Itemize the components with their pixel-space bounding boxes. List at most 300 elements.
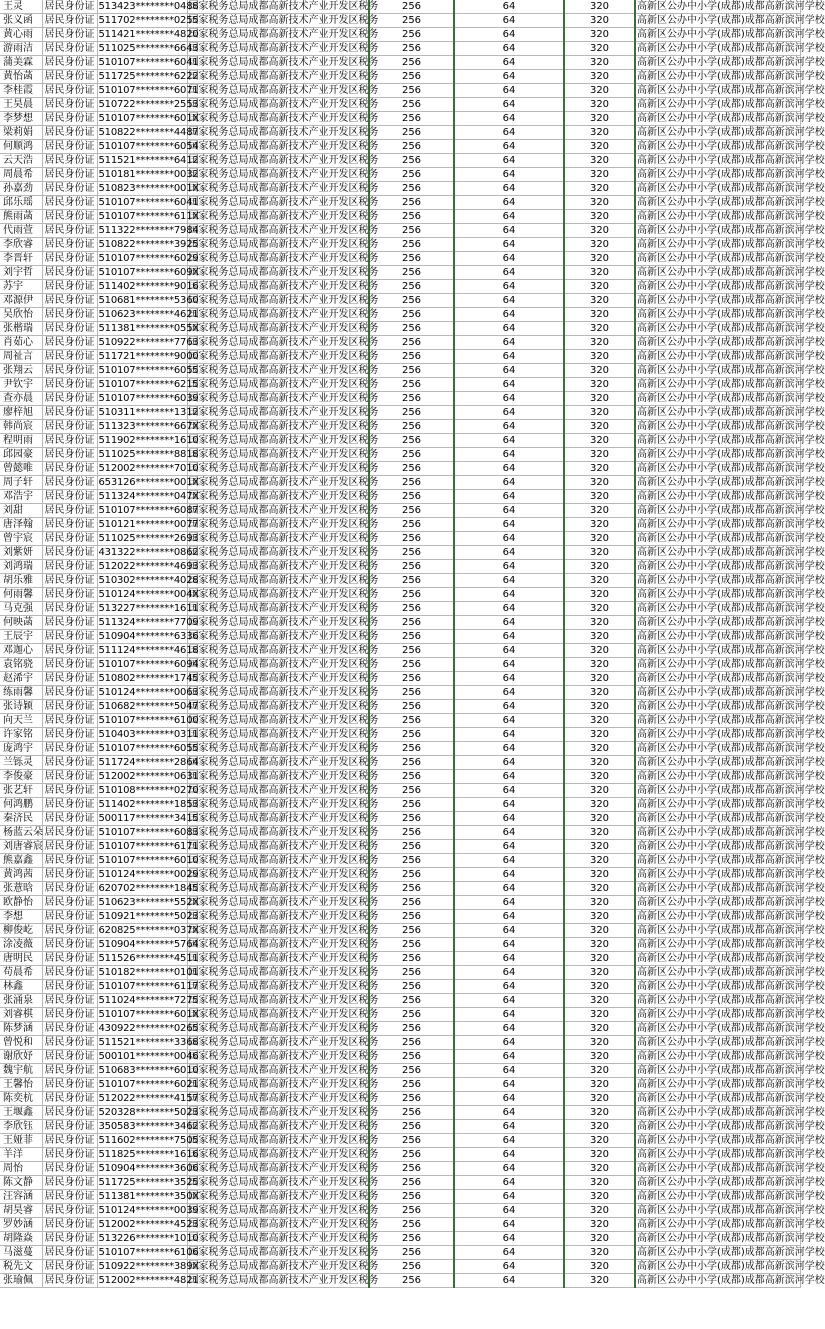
school-cell[interactable]: 高新区公办中小学(成都)成都高新滨河学校 (637, 659, 825, 670)
table-row[interactable] (0, 560, 800, 574)
school-cell[interactable]: 高新区公办中小学(成都)成都高新滨河学校 (637, 379, 825, 390)
table-row[interactable] (0, 1036, 800, 1050)
school-cell[interactable]: 高新区公办中小学(成都)成都高新滨河学校 (637, 631, 825, 642)
tax-authority-cell[interactable]: 国家税务总局成都高新技术产业开发区税务 (188, 855, 379, 866)
amount-c-cell[interactable]: 320 (564, 14, 635, 28)
name-cell[interactable]: 陈文静 (0, 1176, 42, 1190)
tax-authority-cell[interactable]: 国家税务总局成都高新技术产业开发区税务 (188, 1135, 379, 1146)
id-type-cell[interactable]: 居民身份证 (42, 0, 97, 14)
id-number-cell[interactable]: 500117********3415 (98, 813, 199, 824)
id-number-cell[interactable]: 511402********9016 (98, 281, 199, 292)
school-cell[interactable]: 高新区公办中小学(成都)成都高新滨河学校 (637, 995, 825, 1006)
amount-c-cell[interactable]: 320 (564, 924, 635, 938)
school-cell[interactable]: 高新区公办中小学(成都)成都高新滨河学校 (637, 1149, 825, 1160)
amount-c-cell[interactable]: 320 (564, 154, 635, 168)
amount-b-cell[interactable]: 64 (454, 210, 564, 224)
school-cell[interactable]: 高新区公办中小学(成都)成都高新滨河学校 (637, 29, 825, 40)
amount-b-cell[interactable]: 64 (454, 154, 564, 168)
amount-c-cell[interactable]: 320 (564, 784, 635, 798)
amount-b-cell[interactable]: 64 (454, 392, 564, 406)
amount-b-cell[interactable]: 64 (454, 952, 564, 966)
amount-c-cell[interactable]: 320 (564, 532, 635, 546)
id-number-cell[interactable]: 510107********6094 (98, 659, 199, 670)
amount-b-cell[interactable]: 64 (454, 1260, 564, 1274)
tax-authority-cell[interactable]: 国家税务总局成都高新技术产业开发区税务 (188, 1079, 379, 1090)
name-cell[interactable]: 刘鸿瑞 (0, 560, 42, 574)
name-cell[interactable]: 代雨萱 (0, 224, 42, 238)
id-type-cell[interactable]: 居民身份证 (42, 1162, 97, 1176)
amount-c-cell[interactable]: 320 (564, 616, 635, 630)
amount-b-cell[interactable]: 64 (454, 1120, 564, 1134)
name-cell[interactable]: 杨蓝云朵 (0, 826, 42, 840)
amount-b-cell[interactable]: 64 (454, 238, 564, 252)
table-row[interactable] (0, 196, 800, 210)
id-type-cell[interactable]: 居民身份证 (42, 182, 97, 196)
school-cell[interactable]: 高新区公办中小学(成都)成都高新滨河学校 (637, 757, 825, 768)
id-number-cell[interactable]: 513423********0488 (98, 1, 199, 12)
amount-b-cell[interactable]: 64 (454, 994, 564, 1008)
id-type-cell[interactable]: 居民身份证 (42, 1120, 97, 1134)
id-number-cell[interactable]: 511702********0255 (98, 15, 199, 26)
id-type-cell[interactable]: 居民身份证 (42, 154, 97, 168)
amount-a-cell[interactable]: 256 (369, 854, 454, 868)
table-row[interactable] (0, 574, 800, 588)
tax-authority-cell[interactable]: 国家税务总局成都高新技术产业开发区税务 (188, 169, 379, 180)
amount-a-cell[interactable]: 256 (369, 616, 454, 630)
name-cell[interactable]: 唐明民 (0, 952, 42, 966)
tax-authority-cell[interactable]: 国家税务总局成都高新技术产业开发区税务 (188, 351, 379, 362)
amount-c-cell[interactable]: 320 (564, 714, 635, 728)
amount-a-cell[interactable]: 256 (369, 532, 454, 546)
table-row[interactable] (0, 938, 800, 952)
school-cell[interactable]: 高新区公办中小学(成都)成都高新滨河学校 (637, 547, 825, 558)
table-row[interactable] (0, 1092, 800, 1106)
tax-authority-cell[interactable]: 国家税务总局成都高新技术产业开发区税务 (188, 435, 379, 446)
id-number-cell[interactable]: 511124********4618 (98, 645, 199, 656)
table-row[interactable] (0, 658, 800, 672)
name-cell[interactable]: 刘睿棋 (0, 1008, 42, 1022)
id-number-cell[interactable]: 510823********001X (98, 183, 200, 194)
amount-b-cell[interactable]: 64 (454, 980, 564, 994)
amount-c-cell[interactable]: 320 (564, 224, 635, 238)
amount-b-cell[interactable]: 64 (454, 462, 564, 476)
table-row[interactable] (0, 994, 800, 1008)
tax-authority-cell[interactable]: 国家税务总局成都高新技术产业开发区税务 (188, 575, 379, 586)
amount-c-cell[interactable]: 320 (564, 238, 635, 252)
amount-c-cell[interactable]: 320 (564, 574, 635, 588)
name-cell[interactable]: 吴欣怡 (0, 308, 42, 322)
amount-c-cell[interactable]: 320 (564, 406, 635, 420)
id-number-cell[interactable]: 510822********4487 (98, 127, 199, 138)
amount-c-cell[interactable]: 320 (564, 644, 635, 658)
table-row[interactable] (0, 602, 800, 616)
amount-b-cell[interactable]: 64 (454, 266, 564, 280)
name-cell[interactable]: 梁莉娟 (0, 126, 42, 140)
school-cell[interactable]: 高新区公办中小学(成都)成都高新滨河学校 (637, 141, 825, 152)
school-cell[interactable]: 高新区公办中小学(成都)成都高新滨河学校 (637, 393, 825, 404)
amount-a-cell[interactable]: 256 (369, 1092, 454, 1106)
table-row[interactable] (0, 14, 800, 28)
id-type-cell[interactable]: 居民身份证 (42, 448, 97, 462)
amount-c-cell[interactable]: 320 (564, 1036, 635, 1050)
name-cell[interactable]: 马克强 (0, 602, 42, 616)
school-cell[interactable]: 高新区公办中小学(成都)成都高新滨河学校 (637, 1121, 825, 1132)
amount-a-cell[interactable]: 256 (369, 420, 454, 434)
id-type-cell[interactable]: 居民身份证 (42, 966, 97, 980)
id-type-cell[interactable]: 居民身份证 (42, 714, 97, 728)
id-number-cell[interactable]: 510107********6071 (98, 85, 199, 96)
amount-b-cell[interactable]: 64 (454, 504, 564, 518)
name-cell[interactable]: 黄鸿茜 (0, 868, 42, 882)
amount-c-cell[interactable]: 320 (564, 42, 635, 56)
id-number-cell[interactable]: 511521********6412 (98, 155, 199, 166)
id-number-cell[interactable]: 520328********5023 (98, 1107, 199, 1118)
amount-b-cell[interactable]: 64 (454, 630, 564, 644)
amount-b-cell[interactable]: 64 (454, 700, 564, 714)
name-cell[interactable]: 李想 (0, 910, 42, 924)
amount-c-cell[interactable]: 320 (564, 658, 635, 672)
amount-a-cell[interactable]: 256 (369, 1078, 454, 1092)
name-cell[interactable]: 向天兰 (0, 714, 42, 728)
id-number-cell[interactable]: 350583********3462 (98, 1121, 199, 1132)
name-cell[interactable]: 王昊晨 (0, 98, 42, 112)
tax-authority-cell[interactable]: 国家税务总局成都高新技术产业开发区税务 (188, 393, 379, 404)
amount-b-cell[interactable]: 64 (454, 14, 564, 28)
amount-c-cell[interactable]: 320 (564, 1092, 635, 1106)
school-cell[interactable]: 高新区公办中小学(成都)成都高新滨河学校 (637, 253, 825, 264)
amount-a-cell[interactable]: 256 (369, 1274, 454, 1288)
name-cell[interactable]: 曾悦和 (0, 1036, 42, 1050)
id-number-cell[interactable]: 510182********0101 (98, 967, 199, 978)
name-cell[interactable]: 周子轩 (0, 476, 42, 490)
tax-authority-cell[interactable]: 国家税务总局成都高新技术产业开发区税务 (188, 771, 379, 782)
id-number-cell[interactable]: 510302********4028 (98, 575, 199, 586)
amount-a-cell[interactable]: 256 (369, 1176, 454, 1190)
table-row[interactable] (0, 1120, 800, 1134)
table-row[interactable] (0, 756, 800, 770)
amount-c-cell[interactable]: 320 (564, 868, 635, 882)
amount-c-cell[interactable]: 320 (564, 1120, 635, 1134)
amount-b-cell[interactable]: 64 (454, 896, 564, 910)
tax-authority-cell[interactable]: 国家税务总局成都高新技术产业开发区税务 (188, 225, 379, 236)
table-row[interactable] (0, 896, 800, 910)
school-cell[interactable]: 高新区公办中小学(成都)成都高新滨河学校 (637, 799, 825, 810)
id-number-cell[interactable]: 511724********2864 (98, 757, 199, 768)
amount-b-cell[interactable]: 64 (454, 378, 564, 392)
tax-authority-cell[interactable]: 国家税务总局成都高新技术产业开发区税务 (188, 1023, 379, 1034)
name-cell[interactable]: 周祉言 (0, 350, 42, 364)
school-cell[interactable]: 高新区公办中小学(成都)成都高新滨河学校 (637, 603, 825, 614)
amount-a-cell[interactable]: 256 (369, 1190, 454, 1204)
table-row[interactable] (0, 770, 800, 784)
name-cell[interactable]: 兰铄灵 (0, 756, 42, 770)
amount-c-cell[interactable]: 320 (564, 364, 635, 378)
id-type-cell[interactable]: 居民身份证 (42, 1204, 97, 1218)
amount-a-cell[interactable]: 256 (369, 700, 454, 714)
table-row[interactable] (0, 644, 800, 658)
id-number-cell[interactable]: 510822********3925 (98, 239, 199, 250)
id-type-cell[interactable]: 居民身份证 (42, 896, 97, 910)
amount-c-cell[interactable]: 320 (564, 980, 635, 994)
name-cell[interactable]: 陈奕杭 (0, 1092, 42, 1106)
id-number-cell[interactable]: 511323********667X (98, 421, 200, 432)
school-cell[interactable]: 高新区公办中小学(成都)成都高新滨河学校 (637, 1233, 825, 1244)
amount-b-cell[interactable]: 64 (454, 490, 564, 504)
name-cell[interactable]: 何顺鸿 (0, 140, 42, 154)
id-number-cell[interactable]: 511324********7709 (98, 617, 199, 628)
school-cell[interactable]: 高新区公办中小学(成都)成都高新滨河学校 (637, 1205, 825, 1216)
amount-a-cell[interactable]: 256 (369, 728, 454, 742)
amount-c-cell[interactable]: 320 (564, 392, 635, 406)
name-cell[interactable]: 张瑜佩 (0, 1274, 42, 1288)
name-cell[interactable]: 刘甜 (0, 504, 42, 518)
school-cell[interactable]: 高新区公办中小学(成都)成都高新滨河学校 (637, 435, 825, 446)
tax-authority-cell[interactable]: 国家税务总局成都高新技术产业开发区税务 (188, 407, 379, 418)
name-cell[interactable]: 邓浩宇 (0, 490, 42, 504)
id-number-cell[interactable]: 511526********4511 (98, 953, 199, 964)
amount-c-cell[interactable]: 320 (564, 280, 635, 294)
id-number-cell[interactable]: 510107********6041 (98, 57, 199, 68)
tax-authority-cell[interactable]: 国家税务总局成都高新技术产业开发区税务 (188, 1163, 379, 1174)
id-number-cell[interactable]: 510107********601X (98, 113, 200, 124)
tax-authority-cell[interactable]: 国家税务总局成都高新技术产业开发区税务 (188, 43, 379, 54)
amount-b-cell[interactable]: 64 (454, 126, 564, 140)
id-number-cell[interactable]: 510107********6010 (98, 855, 199, 866)
amount-a-cell[interactable]: 256 (369, 378, 454, 392)
name-cell[interactable]: 王娅菲 (0, 1134, 42, 1148)
amount-a-cell[interactable]: 256 (369, 1260, 454, 1274)
table-row[interactable] (0, 392, 800, 406)
table-row[interactable] (0, 98, 800, 112)
table-row[interactable] (0, 1106, 800, 1120)
id-type-cell[interactable]: 居民身份证 (42, 1106, 97, 1120)
tax-authority-cell[interactable]: 国家税务总局成都高新技术产业开发区税务 (188, 1177, 379, 1188)
name-cell[interactable]: 练雨馨 (0, 686, 42, 700)
amount-b-cell[interactable]: 64 (454, 252, 564, 266)
school-cell[interactable]: 高新区公办中小学(成都)成都高新滨河学校 (637, 785, 825, 796)
tax-authority-cell[interactable]: 国家税务总局成都高新技术产业开发区税务 (188, 1233, 379, 1244)
amount-a-cell[interactable]: 256 (369, 56, 454, 70)
table-row[interactable] (0, 1246, 800, 1260)
amount-a-cell[interactable]: 256 (369, 336, 454, 350)
amount-a-cell[interactable]: 256 (369, 406, 454, 420)
amount-b-cell[interactable]: 64 (454, 434, 564, 448)
tax-authority-cell[interactable]: 国家税务总局成都高新技术产业开发区税务 (188, 729, 379, 740)
table-row[interactable] (0, 224, 800, 238)
tax-authority-cell[interactable]: 国家税务总局成都高新技术产业开发区税务 (188, 1037, 379, 1048)
school-cell[interactable]: 高新区公办中小学(成都)成都高新滨河学校 (637, 309, 825, 320)
table-row[interactable] (0, 854, 800, 868)
id-number-cell[interactable]: 510921********5023 (98, 911, 199, 922)
tax-authority-cell[interactable]: 国家税务总局成都高新技术产业开发区税务 (188, 827, 379, 838)
amount-c-cell[interactable]: 320 (564, 1176, 635, 1190)
amount-c-cell[interactable]: 320 (564, 966, 635, 980)
school-cell[interactable]: 高新区公办中小学(成都)成都高新滨河学校 (637, 953, 825, 964)
amount-c-cell[interactable]: 320 (564, 602, 635, 616)
tax-authority-cell[interactable]: 国家税务总局成都高新技术产业开发区税务 (188, 799, 379, 810)
amount-a-cell[interactable]: 256 (369, 168, 454, 182)
name-cell[interactable]: 何鸿鹏 (0, 798, 42, 812)
amount-a-cell[interactable]: 256 (369, 798, 454, 812)
id-number-cell[interactable]: 510802********1745 (98, 673, 199, 684)
amount-b-cell[interactable]: 64 (454, 1190, 564, 1204)
amount-a-cell[interactable]: 256 (369, 140, 454, 154)
tax-authority-cell[interactable]: 国家税务总局成都高新技术产业开发区税务 (188, 99, 379, 110)
amount-a-cell[interactable]: 256 (369, 742, 454, 756)
amount-a-cell[interactable]: 256 (369, 952, 454, 966)
name-cell[interactable]: 柳俊屹 (0, 924, 42, 938)
name-cell[interactable]: 游雨洁 (0, 42, 42, 56)
tax-authority-cell[interactable]: 国家税务总局成都高新技术产业开发区税务 (188, 995, 379, 1006)
amount-b-cell[interactable]: 64 (454, 1050, 564, 1064)
school-cell[interactable]: 高新区公办中小学(成都)成都高新滨河学校 (637, 617, 825, 628)
school-cell[interactable]: 高新区公办中小学(成都)成都高新滨河学校 (637, 99, 825, 110)
table-row[interactable] (0, 924, 800, 938)
table-row[interactable] (0, 1218, 800, 1232)
amount-c-cell[interactable]: 320 (564, 490, 635, 504)
table-row[interactable] (0, 826, 800, 840)
table-row[interactable] (0, 868, 800, 882)
school-cell[interactable]: 高新区公办中小学(成都)成都高新滨河学校 (637, 85, 825, 96)
name-cell[interactable]: 李俊豪 (0, 770, 42, 784)
id-type-cell[interactable]: 居民身份证 (42, 700, 97, 714)
tax-authority-cell[interactable]: 国家税务总局成都高新技术产业开发区税务 (188, 1247, 379, 1258)
name-cell[interactable]: 廖梓旭 (0, 406, 42, 420)
amount-c-cell[interactable]: 320 (564, 70, 635, 84)
amount-c-cell[interactable]: 320 (564, 840, 635, 854)
amount-b-cell[interactable]: 64 (454, 546, 564, 560)
id-number-cell[interactable]: 510107********6100 (98, 715, 199, 726)
amount-a-cell[interactable]: 256 (369, 364, 454, 378)
table-row[interactable] (0, 476, 800, 490)
amount-a-cell[interactable]: 256 (369, 14, 454, 28)
amount-c-cell[interactable]: 320 (564, 322, 635, 336)
amount-a-cell[interactable]: 256 (369, 490, 454, 504)
amount-b-cell[interactable]: 64 (454, 1022, 564, 1036)
id-number-cell[interactable]: 513227********1611 (98, 603, 199, 614)
school-cell[interactable]: 高新区公办中小学(成都)成都高新滨河学校 (637, 183, 825, 194)
amount-b-cell[interactable]: 64 (454, 1176, 564, 1190)
amount-b-cell[interactable]: 64 (454, 1134, 564, 1148)
id-type-cell[interactable]: 居民身份证 (42, 882, 97, 896)
amount-b-cell[interactable]: 64 (454, 602, 564, 616)
table-row[interactable] (0, 742, 800, 756)
school-cell[interactable]: 高新区公办中小学(成都)成都高新滨河学校 (637, 505, 825, 516)
name-cell[interactable]: 苏宇 (0, 280, 42, 294)
id-number-cell[interactable]: 511324********047X (98, 491, 200, 502)
school-cell[interactable]: 高新区公办中小学(成都)成都高新滨河学校 (637, 869, 825, 880)
amount-a-cell[interactable]: 256 (369, 882, 454, 896)
amount-b-cell[interactable]: 64 (454, 294, 564, 308)
table-row[interactable] (0, 700, 800, 714)
table-row[interactable] (0, 532, 800, 546)
amount-a-cell[interactable]: 256 (369, 686, 454, 700)
id-type-cell[interactable]: 居民身份证 (42, 1078, 97, 1092)
school-cell[interactable]: 高新区公办中小学(成都)成都高新滨河学校 (637, 1009, 825, 1020)
name-cell[interactable]: 陈梦涵 (0, 1022, 42, 1036)
amount-a-cell[interactable]: 256 (369, 546, 454, 560)
amount-c-cell[interactable]: 320 (564, 28, 635, 42)
amount-b-cell[interactable]: 64 (454, 728, 564, 742)
amount-c-cell[interactable]: 320 (564, 1148, 635, 1162)
id-number-cell[interactable]: 510107********6029 (98, 253, 199, 264)
name-cell[interactable]: 黄怡菡 (0, 70, 42, 84)
id-type-cell[interactable]: 居民身份证 (42, 434, 97, 448)
amount-c-cell[interactable]: 320 (564, 952, 635, 966)
amount-b-cell[interactable]: 64 (454, 140, 564, 154)
amount-b-cell[interactable]: 64 (454, 518, 564, 532)
school-cell[interactable]: 高新区公办中小学(成都)成都高新滨河学校 (637, 883, 825, 894)
amount-c-cell[interactable]: 320 (564, 728, 635, 742)
amount-b-cell[interactable]: 64 (454, 672, 564, 686)
name-cell[interactable]: 熊嘉鑫 (0, 854, 42, 868)
school-cell[interactable]: 高新区公办中小学(成都)成都高新滨河学校 (637, 967, 825, 978)
id-type-cell[interactable]: 居民身份证 (42, 126, 97, 140)
table-row[interactable] (0, 1162, 800, 1176)
id-number-cell[interactable]: 510107********609X (98, 267, 200, 278)
amount-c-cell[interactable]: 320 (564, 938, 635, 952)
name-cell[interactable]: 李晋轩 (0, 252, 42, 266)
table-row[interactable] (0, 966, 800, 980)
amount-c-cell[interactable]: 320 (564, 126, 635, 140)
amount-c-cell[interactable]: 320 (564, 798, 635, 812)
amount-a-cell[interactable]: 256 (369, 1148, 454, 1162)
table-row[interactable] (0, 238, 800, 252)
table-row[interactable] (0, 210, 800, 224)
id-number-cell[interactable]: 511602********7505 (98, 1135, 199, 1146)
amount-a-cell[interactable]: 256 (369, 756, 454, 770)
amount-b-cell[interactable]: 64 (454, 336, 564, 350)
table-row[interactable] (0, 434, 800, 448)
id-number-cell[interactable]: 510107********611X (98, 211, 200, 222)
amount-c-cell[interactable]: 320 (564, 1134, 635, 1148)
amount-b-cell[interactable]: 64 (454, 476, 564, 490)
tax-authority-cell[interactable]: 国家税务总局成都高新技术产业开发区税务 (188, 281, 379, 292)
school-cell[interactable]: 高新区公办中小学(成都)成都高新滨河学校 (637, 925, 825, 936)
table-row[interactable] (0, 1260, 800, 1274)
id-number-cell[interactable]: 511381********350X (98, 1191, 200, 1202)
amount-a-cell[interactable]: 256 (369, 1162, 454, 1176)
school-cell[interactable]: 高新区公办中小学(成都)成都高新滨河学校 (637, 1177, 825, 1188)
tax-authority-cell[interactable]: 国家税务总局成都高新技术产业开发区税务 (188, 505, 379, 516)
amount-a-cell[interactable]: 256 (369, 770, 454, 784)
id-type-cell[interactable]: 居民身份证 (42, 1274, 97, 1288)
name-cell[interactable]: 邱乐瑶 (0, 196, 42, 210)
amount-b-cell[interactable]: 64 (454, 196, 564, 210)
tax-authority-cell[interactable]: 国家税务总局成都高新技术产业开发区税务 (188, 477, 379, 488)
amount-b-cell[interactable]: 64 (454, 350, 564, 364)
amount-a-cell[interactable]: 256 (369, 280, 454, 294)
amount-a-cell[interactable]: 256 (369, 672, 454, 686)
tax-authority-cell[interactable]: 国家税务总局成都高新技术产业开发区税务 (188, 701, 379, 712)
id-type-cell[interactable]: 居民身份证 (42, 784, 97, 798)
amount-c-cell[interactable]: 320 (564, 700, 635, 714)
id-number-cell[interactable]: 510904********5764 (98, 939, 199, 950)
tax-authority-cell[interactable]: 国家税务总局成都高新技术产业开发区税务 (188, 673, 379, 684)
amount-c-cell[interactable]: 320 (564, 854, 635, 868)
table-row[interactable] (0, 308, 800, 322)
school-cell[interactable]: 高新区公办中小学(成都)成都高新滨河学校 (637, 1261, 825, 1272)
amount-b-cell[interactable]: 64 (454, 280, 564, 294)
school-cell[interactable]: 高新区公办中小学(成都)成都高新滨河学校 (637, 295, 825, 306)
school-cell[interactable]: 高新区公办中小学(成都)成都高新滨河学校 (637, 1037, 825, 1048)
tax-authority-cell[interactable]: 国家税务总局成都高新技术产业开发区税务 (188, 141, 379, 152)
name-cell[interactable]: 谢欣妤 (0, 1050, 42, 1064)
amount-a-cell[interactable]: 256 (369, 1050, 454, 1064)
id-number-cell[interactable]: 510124********0029 (98, 869, 199, 880)
amount-a-cell[interactable]: 256 (369, 504, 454, 518)
school-cell[interactable]: 高新区公办中小学(成都)成都高新滨河学校 (637, 281, 825, 292)
